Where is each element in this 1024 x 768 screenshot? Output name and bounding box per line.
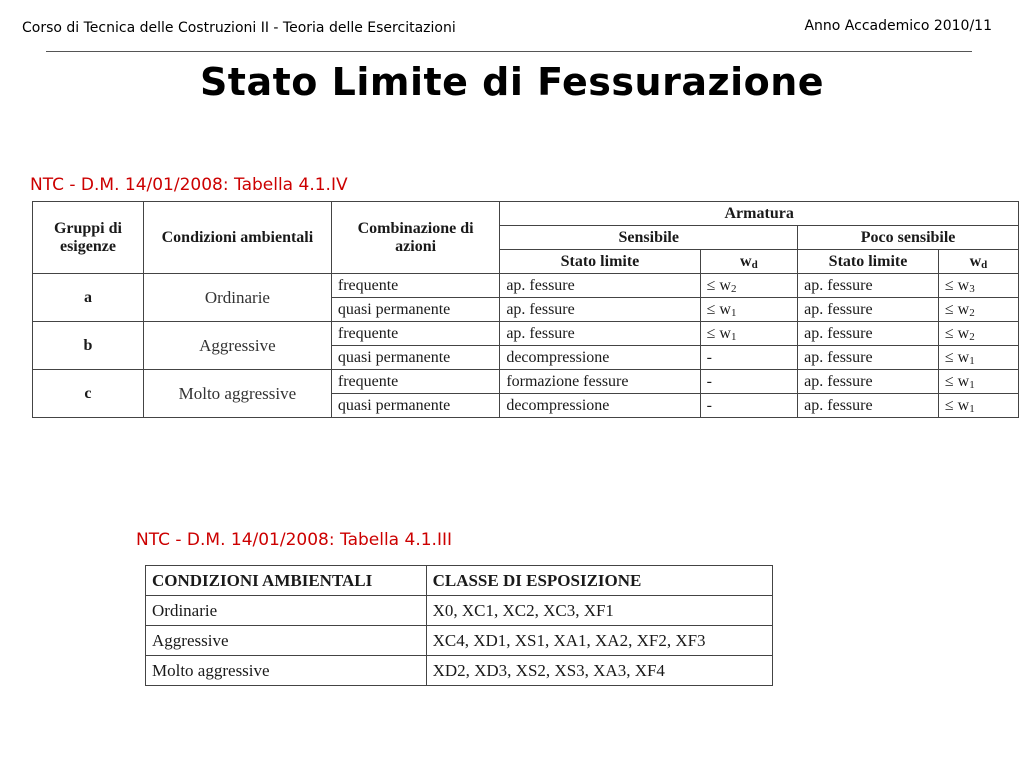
header-conditions: Condizioni ambientali — [143, 202, 331, 274]
low-sensitive-wd-cell: ≤ $w_2$ — [938, 322, 1018, 346]
header-limit-state-sensitive: Stato limite — [500, 250, 700, 274]
low-sensitive-state-cell: ap. fessure — [798, 274, 939, 298]
low-sensitive-wd-cell: ≤ $w_1$ — [938, 370, 1018, 394]
group-label: b — [33, 322, 144, 370]
combination-cell: frequente — [331, 370, 499, 394]
sensitive-wd-cell: ≤ $w_2$ — [700, 274, 798, 298]
exposure-class-cell: XC4, XD1, XS1, XA1, XA2, XF2, XF3 — [426, 626, 772, 656]
exposure-class-table — [145, 565, 773, 686]
header-combination: Combinazione di azioni — [331, 202, 499, 274]
group-label: c — [33, 370, 144, 418]
header-groups: Gruppi di esigenze — [33, 202, 144, 274]
low-sensitive-wd-cell: ≤ $w_3$ — [938, 274, 1018, 298]
condition-cell: Ordinarie — [146, 596, 427, 626]
sensitive-wd-cell: ≤ $w_1$ — [700, 322, 798, 346]
table-row — [146, 656, 773, 686]
condition-cell: Molto aggressive — [143, 370, 331, 418]
combination-cell: quasi permanente — [331, 346, 499, 370]
combination-cell: quasi permanente — [331, 298, 499, 322]
exposure-class-cell: X0, XC1, XC2, XC3, XF1 — [426, 596, 772, 626]
header-environmental-conditions: CONDIZIONI AMBIENTALI — [146, 566, 427, 596]
combination-cell: quasi permanente — [331, 394, 499, 418]
header-wd-sensitive: $w_d$ — [700, 250, 798, 274]
condition-cell: Aggressive — [146, 626, 427, 656]
table1-caption: NTC - D.M. 14/01/2008: Tabella 4.1.IV — [30, 175, 348, 195]
header-reinforcement: Armatura — [500, 202, 1019, 226]
combination-cell: frequente — [331, 274, 499, 298]
slide-title: Stato Limite di Fessurazione — [199, 60, 825, 104]
low-sensitive-state-cell: ap. fessure — [798, 298, 939, 322]
table-row — [146, 626, 773, 656]
table-row — [33, 322, 1019, 346]
sensitive-wd-cell: - — [700, 370, 798, 394]
condition-cell: Molto aggressive — [146, 656, 427, 686]
header-wd-low-sensitive: $w_d$ — [938, 250, 1018, 274]
table-row — [33, 274, 1019, 298]
header-divider — [46, 51, 972, 52]
academic-year: Anno Accademico 2010/11 — [804, 18, 992, 34]
low-sensitive-state-cell: ap. fessure — [798, 346, 939, 370]
header-low-sensitive: Poco sensibile — [798, 226, 1019, 250]
sensitive-state-cell: ap. fessure — [500, 322, 700, 346]
low-sensitive-wd-cell: ≤ $w_2$ — [938, 298, 1018, 322]
sensitive-state-cell: decompressione — [500, 346, 700, 370]
header-sensitive: Sensibile — [500, 226, 798, 250]
sensitive-wd-cell: - — [700, 394, 798, 418]
sensitive-state-cell: ap. fessure — [500, 298, 700, 322]
group-label: a — [33, 274, 144, 322]
condition-cell: Ordinarie — [143, 274, 331, 322]
header-exposure-class: CLASSE DI ESPOSIZIONE — [426, 566, 772, 596]
table2-caption: NTC - D.M. 14/01/2008: Tabella 4.1.III — [136, 530, 452, 550]
sensitive-wd-cell: ≤ $w_1$ — [700, 298, 798, 322]
low-sensitive-state-cell: ap. fessure — [798, 394, 939, 418]
combination-cell: frequente — [331, 322, 499, 346]
low-sensitive-state-cell: ap. fessure — [798, 322, 939, 346]
low-sensitive-state-cell: ap. fessure — [798, 370, 939, 394]
sensitive-state-cell: formazione fessure — [500, 370, 700, 394]
course-header: Corso di Tecnica delle Costruzioni II - Teoria delle Esercitazioni — [22, 20, 456, 36]
condition-cell: Aggressive — [143, 322, 331, 370]
sensitive-wd-cell: - — [700, 346, 798, 370]
low-sensitive-wd-cell: ≤ $w_1$ — [938, 346, 1018, 370]
exposure-class-cell: XD2, XD3, XS2, XS3, XA3, XF4 — [426, 656, 772, 686]
sensitive-state-cell: decompressione — [500, 394, 700, 418]
header-limit-state-low-sensitive: Stato limite — [798, 250, 939, 274]
sensitive-state-cell: ap. fessure — [500, 274, 700, 298]
table-row — [146, 596, 773, 626]
crack-limit-table — [32, 201, 1019, 418]
low-sensitive-wd-cell: ≤ $w_1$ — [938, 394, 1018, 418]
table-row — [33, 370, 1019, 394]
